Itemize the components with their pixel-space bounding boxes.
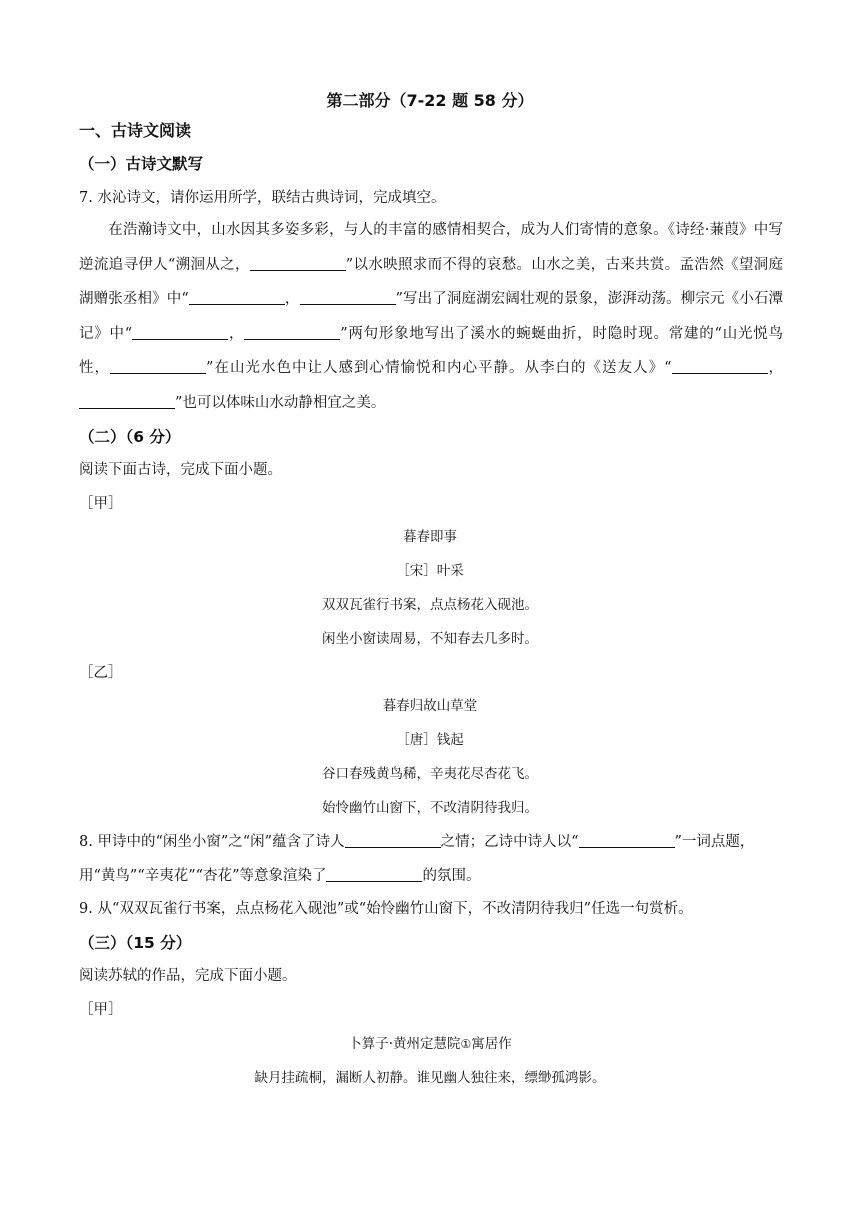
q8-text-3: ”一词点题， <box>674 834 755 850</box>
q7-text-3: ， <box>284 291 300 307</box>
q7-text-7: ”在山光水色中让人感到心情愉悦和内心平静。从李白的《送友人》“ <box>206 360 672 376</box>
poem-b-line-2: 始怜幽竹山窗下，不改清阴待我归。 <box>322 800 538 816</box>
q7-text-9: ”也可以体味山水动静相宜之美。 <box>175 394 386 411</box>
poem-c-title-b: 寓居作 <box>471 1036 512 1052</box>
question-7-passage <box>79 213 783 420</box>
question-7-stem: 7. 水沁诗文，请你运用所学，联结古典诗词，完成填空。 <box>79 190 446 206</box>
poem-a-author: ［宋］叶采 <box>396 563 464 579</box>
subsection-3-intro: 阅读苏轼的作品，完成下面小题。 <box>79 968 297 984</box>
q7-text-4: ”写出了洞庭湖宏阔壮观的景象，澎湃动荡。柳宗元《小石潭记》中“ <box>79 291 783 342</box>
q7-text-6: ”两句形象地写出了溪水的蜿蜒曲折，时隐时现。常建的“山光悦鸟性， <box>79 325 783 376</box>
question-9: 9. 从“双双瓦雀行书案，点点杨花入砚池”或“始怜幽竹山窗下，不改清阴待我归”任选一句赏析。 <box>79 901 693 917</box>
fill-blank[interactable] <box>250 256 346 271</box>
poem-a-title: 暮春即事 <box>403 529 457 545</box>
q8-text-5: 的氛围。 <box>422 868 481 884</box>
q7-text-8: ， <box>767 360 784 376</box>
subsection-title-dictation: （一）古诗文默写 <box>79 155 204 173</box>
fill-blank[interactable] <box>244 325 340 340</box>
fill-blank[interactable] <box>300 290 396 305</box>
fill-blank[interactable] <box>326 867 422 882</box>
q8-text-1: 8. 甲诗中的“闲坐小窗”之“闲”蕴含了诗人 <box>79 834 345 850</box>
poem-c-line-1: 缺月挂疏桐，漏断人初静。谁见幽人独往来，缥缈孤鸿影。 <box>254 1070 606 1086</box>
fill-blank[interactable] <box>132 325 228 340</box>
question-8-line-1 <box>79 832 754 852</box>
poem-c-title-a: 卜算子·黄州定慧院 <box>348 1036 461 1052</box>
q7-text-2: ”以水映照求而不得的哀愁。山水之美，古来共赏。孟浩然《望洞庭湖赠张丞相》中“ <box>79 256 783 307</box>
poem-a-tag: ［甲］ <box>79 496 123 512</box>
subsection-title-poem-reading: （二）（6 分） <box>79 428 181 446</box>
q8-text-4: 用“黄鸟”“辛夷花”“杏花”等意象渲染了 <box>79 868 327 884</box>
poem-a-line-2: 闲坐小窗读周易，不知春去几多时。 <box>322 631 538 647</box>
q7-text-1: 在浩瀚诗文中，山水因其多姿多彩，与人的丰富的感情相契合，成为人们寄情的意象。《诗经·蒹葭》中写逆流追寻伊人“溯洄从之， <box>79 222 783 273</box>
part-title: 第二部分（7-22 题 58 分） <box>326 91 534 110</box>
poem-b-title: 暮春归故山草堂 <box>382 698 478 714</box>
question-8-line-2 <box>79 866 480 886</box>
fill-blank[interactable] <box>345 833 441 848</box>
poem-b-tag: ［乙］ <box>79 665 123 681</box>
subsection-title-sushi: （三）（15 分） <box>79 934 192 952</box>
poem-b-line-1: 谷口春残黄鸟稀，辛夷花尽杏花飞。 <box>322 766 538 782</box>
fill-blank[interactable] <box>189 290 285 305</box>
poem-c-title <box>0 1034 860 1054</box>
subsection-2-intro: 阅读下面古诗，完成下面小题。 <box>79 462 282 478</box>
footnote-marker: ① <box>460 1037 472 1051</box>
poem-b-author: ［唐］钱起 <box>396 732 464 748</box>
fill-blank[interactable] <box>579 833 675 848</box>
fill-blank[interactable] <box>79 394 175 409</box>
q7-text-5: ， <box>228 325 245 342</box>
poem-c-tag: ［甲］ <box>79 1002 123 1018</box>
fill-blank[interactable] <box>672 359 768 374</box>
poem-a-line-1: 双双瓦雀行书案，点点杨花入砚池。 <box>322 597 538 613</box>
q8-text-2: 之情；乙诗中诗人以“ <box>440 834 579 850</box>
fill-blank[interactable] <box>110 359 206 374</box>
section-title-ancient-poetry: 一、古诗文阅读 <box>79 121 192 140</box>
